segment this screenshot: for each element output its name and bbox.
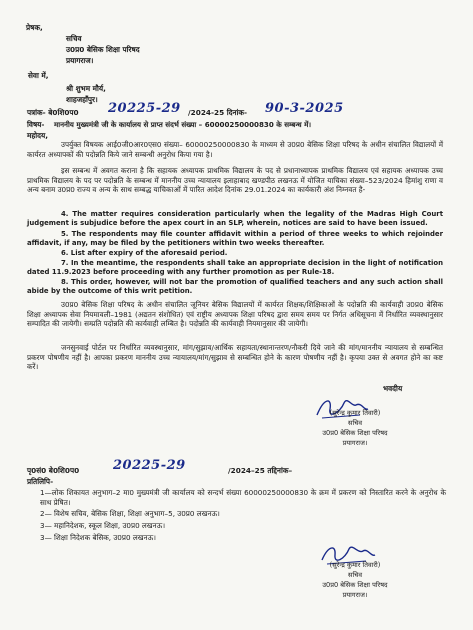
copy-item-4: 3— शिक्षा निदेशक बेसिक, उ0प्र0 लखनऊ।: [40, 533, 156, 542]
order-point-6: 6. List after expiry of the aforesaid period.: [61, 249, 228, 257]
sender-city: प्रयागराज।: [66, 56, 94, 65]
sender-org: उ0प्र0 बेसिक शिक्षा परिषद: [66, 45, 140, 54]
recipient-name: श्री शुभम मौर्य,: [66, 84, 106, 93]
salutation: महोदय,: [27, 131, 49, 140]
copy-ref-prefix: पृ0सं0 बे0शि0प0: [27, 466, 80, 475]
subject-text: माननीय मुख्यमंत्री जी के कार्यालय से प्राप्त संदर्भ संख्या – 60000250000830 के सम्बन्ध में।: [54, 120, 312, 129]
recipient-city: शाहजहाँपुर।: [66, 95, 98, 104]
copy-label: प्रतिलिपि-: [27, 477, 54, 486]
signature-1-name: (सुरेन्द्र कुमार तिवारी): [329, 409, 381, 417]
signature-1-city: प्रयागराज।: [342, 439, 368, 447]
order-point-5: 5. The respondents may file counter affidavit within a period of three weeks to which rejoinder affidavit, if any, may be filed by the petitioners within two weeks thereafter.: [27, 230, 443, 248]
to-label: सेवा में,: [28, 71, 49, 80]
copy-item-2: 2— विशेष सचिव, बेसिक शिक्षा, शिक्षा अनुभाग–5, उ0प्र0 लखनऊ।: [40, 509, 220, 518]
copy-item-1: 1—लोक शिकायत अनुभाग–2 मा0 मुख्यमंत्री जी कार्यालय को सन्दर्भ संख्या 60000250000830 के क्रम में प्रकरण को निस्तारित करने के अनुरोध के साथ प्रेषित।: [40, 488, 446, 507]
signature-1-block: [300, 408, 410, 448]
sender-label: प्रेषक,: [26, 23, 43, 32]
letter-ref-prefix: पत्रांक- बे0शि0प0: [27, 108, 79, 117]
body-paragraph-portal: जनसुनवाई पोर्टल पर निर्धारित व्यवस्थानुसार, मांग/सुझाव/आर्थिक सहायता/स्थानान्तरण/नौकरी दिये जाने की मांग/माननीय न्यायालय से सम्बन्धित प्रकरण पोषणीय नहीं है। आपका प्रकरण माननीय उच्च न्यायालय/मांग/सुझाव से सम्बन्धित होने के कारण पोषणीय नहीं है। कृपया उक्त से अवगत होने का कष्ट करें।: [27, 343, 443, 372]
copy-item-3: 3— महानिदेशक, स्कूल शिक्षा, उ0प्र0 लखनऊ।: [40, 521, 166, 530]
copy-ref-suffix: /2024–25 तद्दिनांक–: [228, 466, 293, 475]
signature-2-block: [300, 560, 410, 600]
signature-1-title: सचिव: [347, 419, 363, 427]
copy-ref-handwritten-number: 20225-29: [113, 458, 186, 473]
order-point-7: 7. In the meantime, the respondents shall take an appropriate decision in the light of notification dated 11.9.2023 before proceeding with any further promotion as per Rule-18.: [27, 259, 443, 277]
subject-label: विषय-: [27, 120, 45, 129]
body-paragraph-2: इस सम्बन्ध में अवगत कराना है कि सहायक अध्यापक प्राथमिक विद्यालय के पद से प्रधानाध्यापक प्राथमिक विद्यालय एवं सहायक अध्यापक उच्च प्राथमिक विद्यालय के पद पर पदोन्नति के सम्बन्ध में माननीय उच्च न्यायालय इलाहाबाद खण्डपीठ लखनऊ में योजित याचिका संख्या–523/2024 हिमांशु राणा व अन्य बनाम उ0प्र0 राज्य व अन्य के साथ सम्बद्ध याचिकाओं में पारित आदेश दिनांक 29.01.2024 का कार्यकारी अंश निम्नवत है-: [27, 166, 443, 195]
signature-2-name: (सुरेन्द्र कुमार तिवारी): [329, 561, 381, 569]
signature-1-org: उ0प्र0 बेसिक शिक्षा परिषद: [322, 429, 388, 437]
sender-title: सचिव: [66, 34, 82, 43]
letter-ref-date-label: /2024-25 दिनांक-: [188, 108, 248, 117]
signature-2-org: उ0प्र0 बेसिक शिक्षा परिषद: [322, 581, 388, 589]
closing: भवदीय: [383, 384, 403, 393]
body-paragraph-promotion: उ0प्र0 बेसिक शिक्षा परिषद के अधीन संचालित जूनियर बेसिक विद्यालयों में कार्यरत शिक्षक/शिक्षिकाओं के पदोन्नति की कार्यवाही उ0प्र0 बेसिक शिक्षा अध्यापक सेवा नियमावली–1981 (अद्यतन संशोधित) एवं राष्ट्रीय अध्यापक शिक्षा परिषद द्वारा समय समय पर निर्गत अधिसूचना में निर्धारित व्यवस्थानुसार सम्पादित की जायेगी। सम्प्रति पदोन्नति की कार्यवाही लम्बित है। पदोन्नति की कार्यवाही नियमानुसार की जायेगी।: [27, 300, 443, 329]
signature-2-city: प्रयागराज।: [342, 591, 368, 599]
letter-ref-handwritten-date: 90-3-2025: [265, 101, 344, 116]
body-paragraph-1: उपर्युक्त विषयक आई0जी0आर0एस0 संख्या– 60000250000830 के माध्यम से उ0प्र0 बेसिक शिक्षा परिषद के अधीन संचालित विद्यालयों में कार्यरत अध्यापकों की पदोन्नति किये जाने सम्बन्धी अनुरोध किया गया है।: [27, 140, 443, 159]
letter-ref-handwritten-number: 20225-29: [108, 101, 181, 116]
order-point-4: 4. The matter requires consideration particularly when the legality of the Madras High Court judgement is subjudice before the apex court in an SLP, wherein, notices are said to have been issued.: [27, 210, 443, 228]
order-point-8: 8. This order, however, will not bar the promotion of qualified teachers and any such action shall abide by the outcome of this writ petition.: [27, 278, 443, 296]
signature-2-title: सचिव: [347, 571, 363, 579]
